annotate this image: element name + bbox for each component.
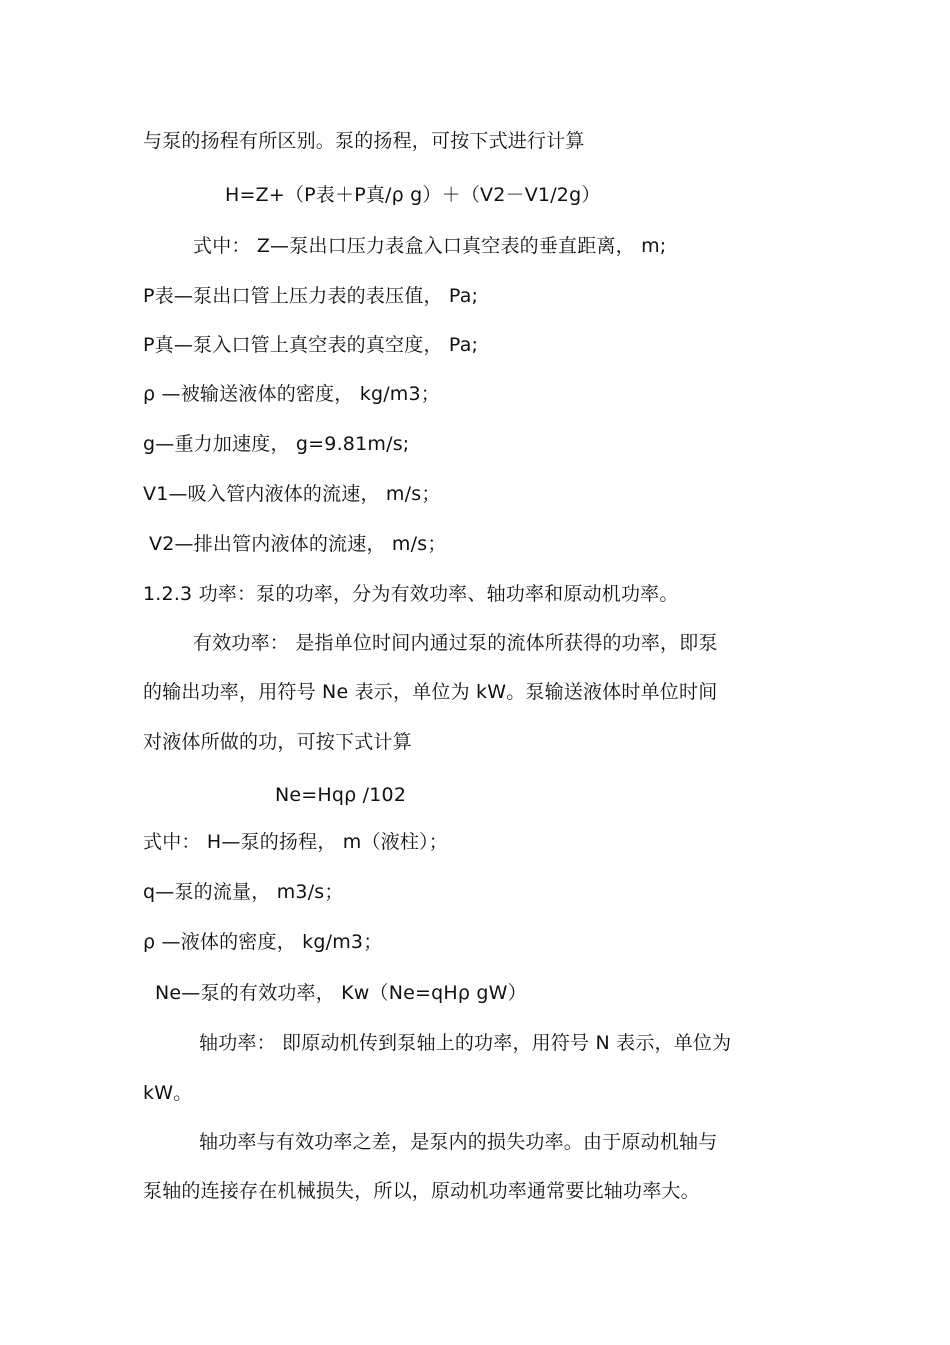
definition-line-rho: ρ —被输送液体的密度， kg/m3； — [143, 383, 441, 405]
definition-line-v2: V2—排出管内液体的流速， m/s； — [149, 533, 447, 555]
definition-line-rho-2: ρ —液体的密度， kg/m3； — [143, 931, 383, 953]
definition-line-g: g—重力加速度， g=9.81m/s; — [143, 433, 410, 455]
paragraph-line-shaft-1: 轴功率： 即原动机传到泵轴上的功率，用符号 N 表示，单位为 — [199, 1032, 732, 1054]
paragraph-line-effective-1: 有效功率： 是指单位时间内通过泵的流体所获得的功率，即泵 — [193, 632, 718, 654]
definition-line-v1: V1—吸入管内液体的流速， m/s； — [143, 483, 441, 505]
paragraph-line-loss-2: 泵轴的连接存在机械损失，所以，原动机功率通常要比轴功率大。 — [143, 1180, 700, 1202]
definition-line-p-gauge: P表—泵出口管上压力表的表压值， Pa; — [143, 285, 479, 307]
paragraph-line-loss-1: 轴功率与有效功率之差，是泵内的损失功率。由于原动机轴与 — [199, 1131, 718, 1153]
definition-line-p-vacuum: P真—泵入口管上真空表的真空度， Pa; — [143, 334, 479, 356]
paragraph-line-1: 与泵的扬程有所区别。泵的扬程，可按下式进行计算 — [143, 130, 585, 152]
definition-line-q: q—泵的流量， m3/s； — [143, 881, 344, 903]
definition-line-z: 式中： Z—泵出口压力表盒入口真空表的垂直距离， m; — [193, 235, 667, 257]
paragraph-line-effective-3: 对液体所做的功，可按下式计算 — [143, 731, 412, 753]
formula-ne: Ne=Hqρ /102 — [275, 784, 407, 806]
paragraph-line-effective-2: 的输出功率，用符号 Ne 表示，单位为 kW。泵输送液体时单位时间 — [143, 681, 718, 703]
formula-head: H=Z+（P表＋P真/ρ g）＋（V2－V1/2g） — [225, 184, 601, 206]
paragraph-line-shaft-2: kW。 — [143, 1082, 193, 1104]
definition-line-ne: Ne—泵的有效功率， Kw（Ne=qHρ gW） — [155, 982, 527, 1004]
section-heading-power: 1.2.3 功率：泵的功率，分为有效功率、轴功率和原动机功率。 — [143, 583, 679, 605]
definition-line-h: 式中： H—泵的扬程， m（液柱）； — [143, 831, 448, 853]
